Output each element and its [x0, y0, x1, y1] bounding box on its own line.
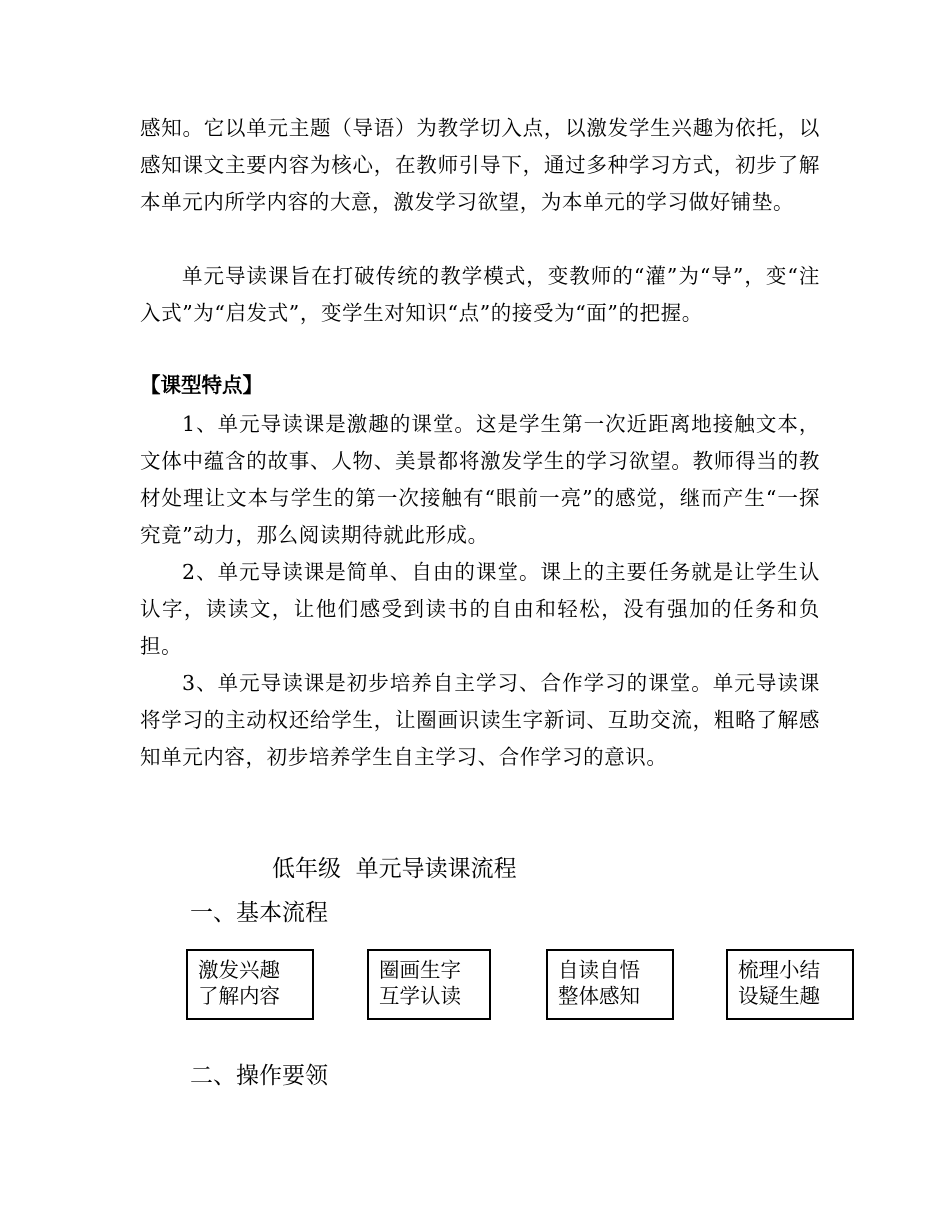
flow-step-4	[726, 949, 854, 1020]
features-heading: 【课型特点】	[140, 373, 263, 397]
feature-item-2: 2、单元导读课是简单、自由的课堂。课上的主要任务就是让学生认认字，读读文，让他们感受到读书的自由和轻松，没有强加的任务和负担。	[140, 560, 820, 658]
feature-item-1: 1、单元导读课是激趣的课堂。这是学生第一次近距离地接触文本，文体中蕴含的故事、人物、美景都将激发学生的学习欲望。教师得当的教材处理让文本与学生的第一次接触有“眼前一亮”的感觉，继而产生“一探究竟”动力，那么阅读期待就此形成。	[140, 412, 820, 547]
flow-step-2	[367, 949, 491, 1020]
flow-step-4-line2: 设疑生趣	[738, 984, 820, 1008]
section-operation-points: 二、操作要领	[190, 1063, 328, 1089]
flow-step-4-line1: 梳理小结	[738, 958, 820, 982]
intro-paragraph-1: 感知。它以单元主题（导语）为教学切入点，以激发学生兴趣为依托，以感知课文主要内容为核心，在教师引导下，通过多种学习方式，初步了解本单元内所学内容的大意，激发学习欲望，为本单元的学习做好铺垫。	[140, 116, 820, 214]
feature-item-3: 3、单元导读课是初步培养自主学习、合作学习的课堂。单元导读课将学习的主动权还给学生，让圈画识读生字新词、互助交流，粗略了解感知单元内容，初步培养学生自主学习、合作学习的意识。	[140, 671, 820, 769]
flow-step-2-line1: 圈画生字	[379, 958, 461, 982]
flow-step-3-line1: 自读自悟	[558, 958, 640, 982]
flow-step-1-line2: 了解内容	[198, 984, 280, 1008]
flow-step-1	[186, 949, 314, 1020]
section-basic-flow: 一、基本流程	[190, 900, 328, 926]
flow-step-1-line1: 激发兴趣	[198, 958, 280, 982]
flow-step-3-line2: 整体感知	[558, 984, 640, 1008]
flow-title: 低年级 单元导读课流程	[272, 856, 517, 882]
intro-paragraph-2: 单元导读课旨在打破传统的教学模式，变教师的“灌”为“导”，变“注入式”为“启发式”，变学生对知识“点”的接受为“面”的把握。	[140, 264, 820, 325]
flow-step-3	[546, 949, 674, 1020]
flow-step-2-line2: 互学认读	[379, 984, 461, 1008]
